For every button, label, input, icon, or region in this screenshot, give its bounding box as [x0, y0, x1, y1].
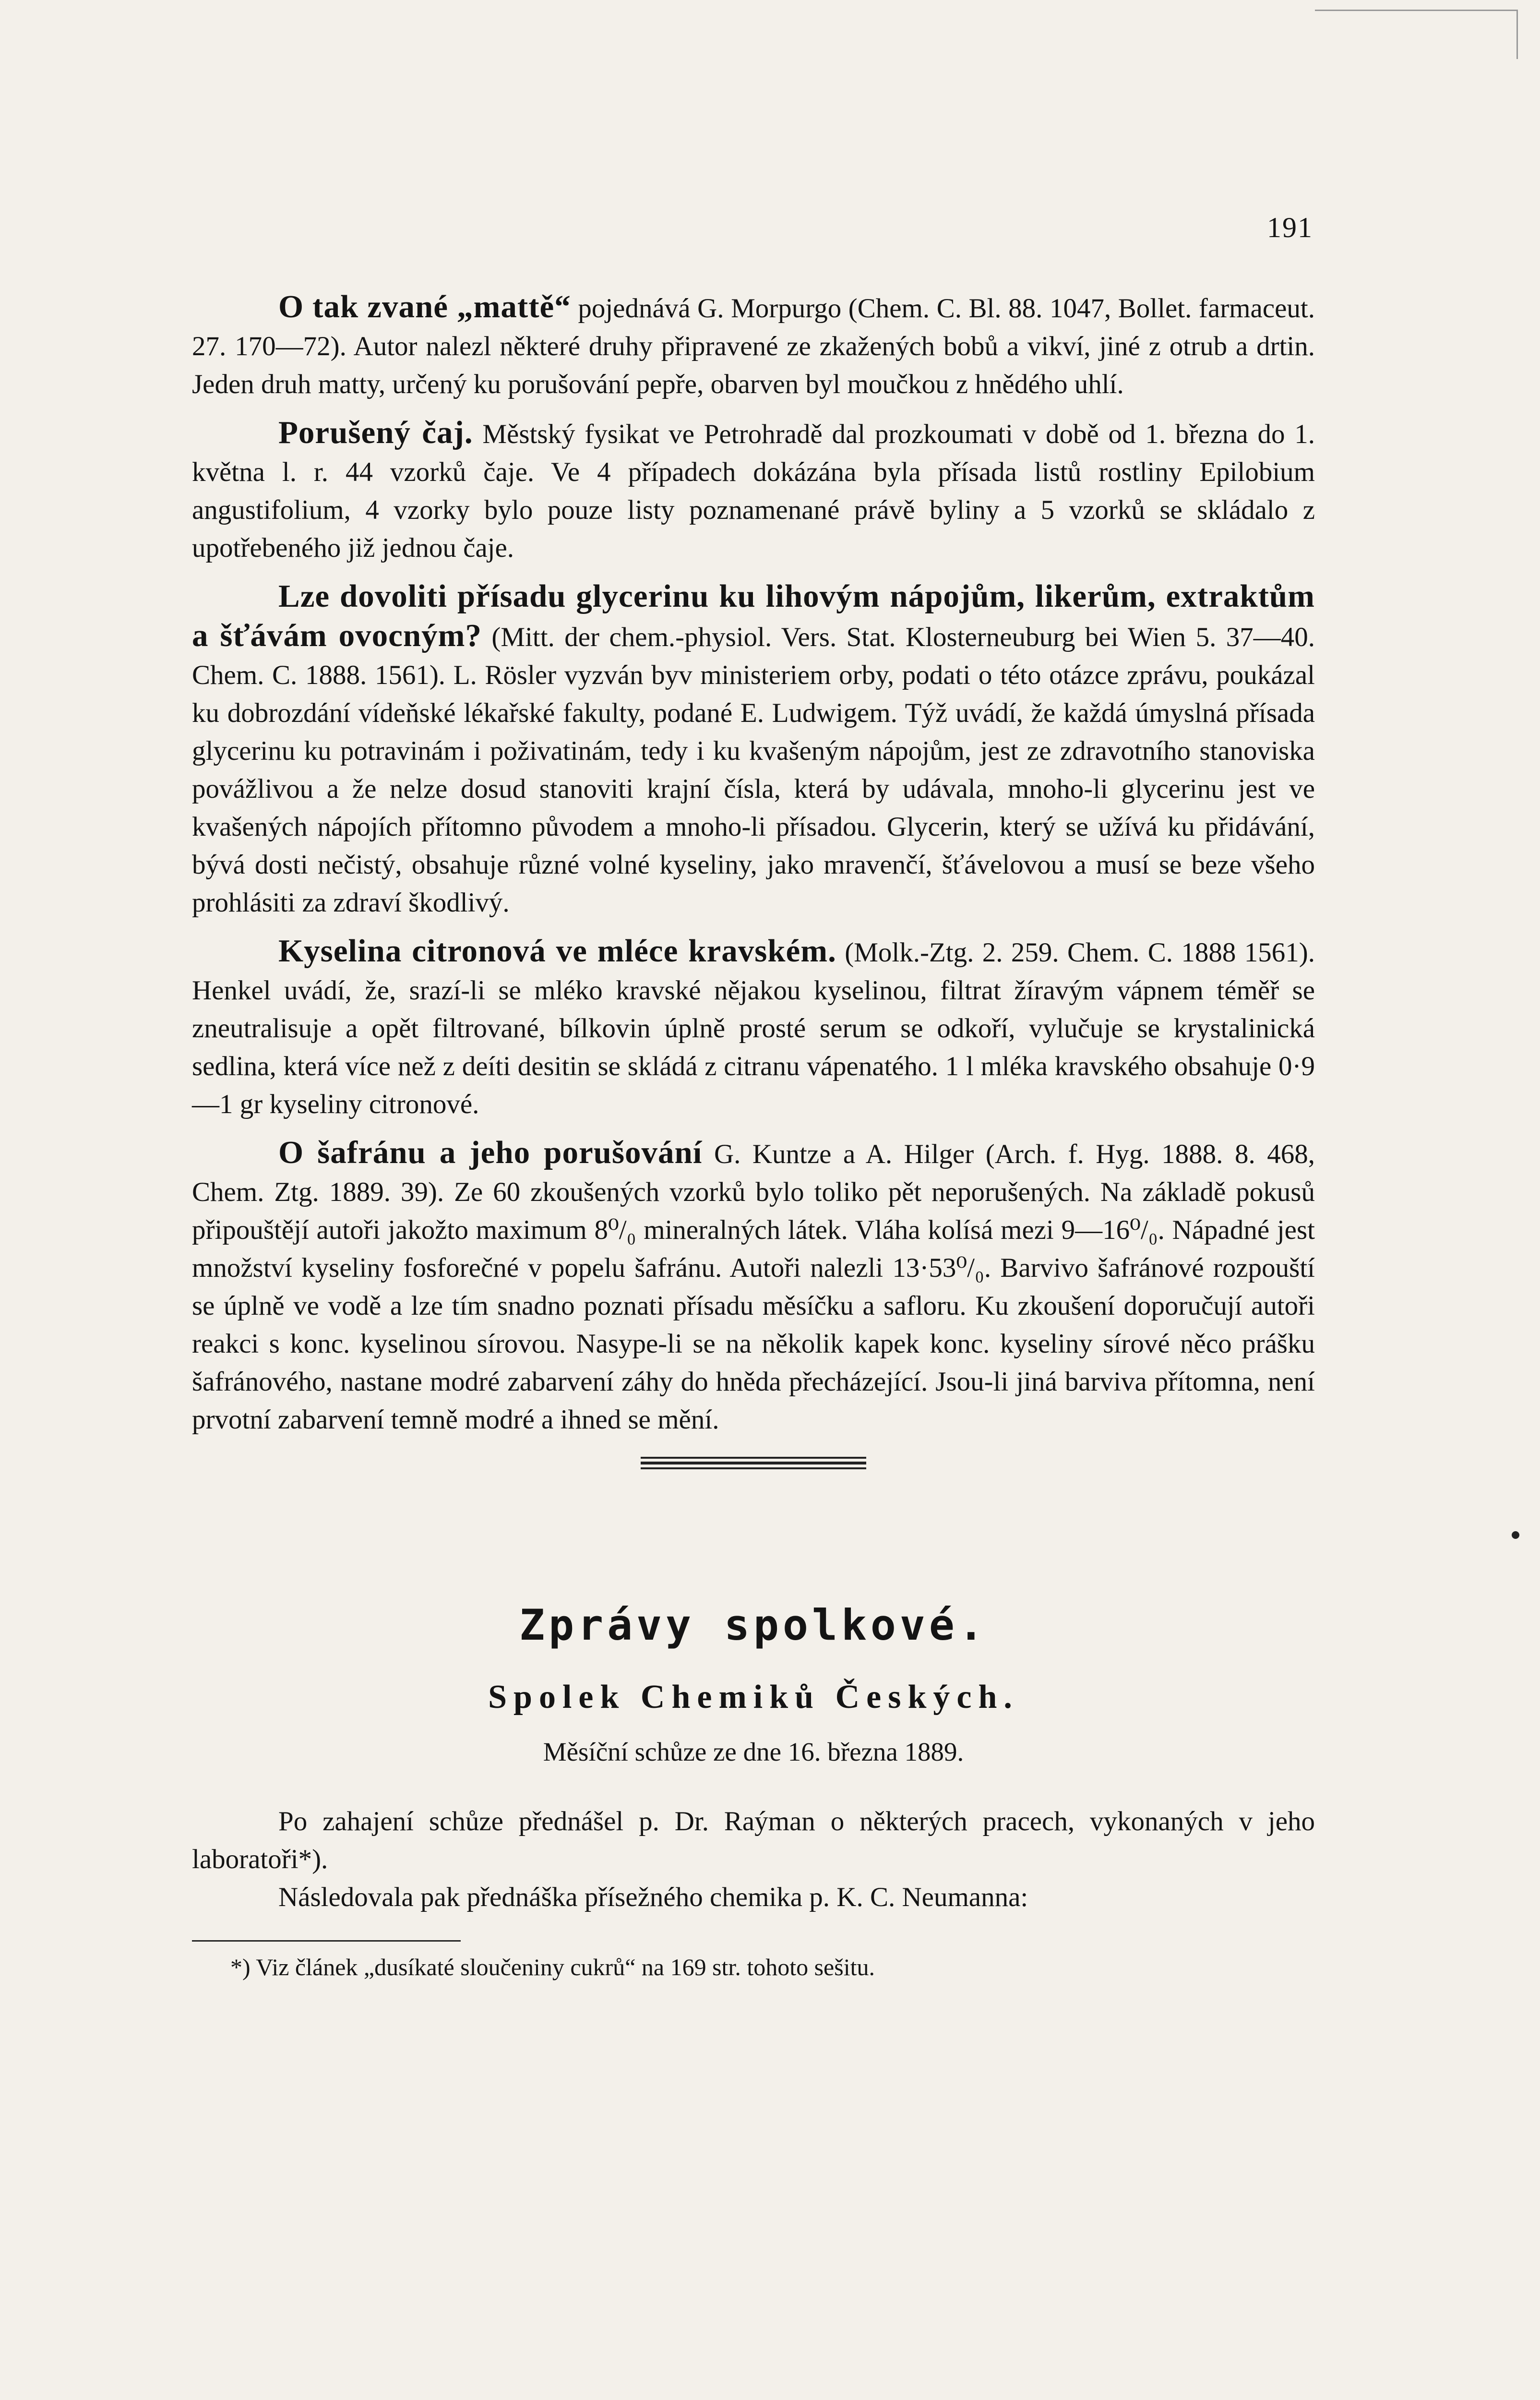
article-text: (Mitt. der chem.-physiol. Vers. Stat. Klosterneuburg bei Wien 5. 37—40. Chem. C. 1888. 1561). L. Rösler vyzván byv ministeriem orby, podati o této otázce zprávu, poukázal ku dobrozdání vídeňské lékařské fakulty, podané E. Ludwigem. Týž uvádí, že každá úmyslná přísada glycerinu ku potravinám i poživatinám, tedy i ku kvašeným nápojům, jest ze zdravotního stanoviska povážlivou a že nelze dosud stanoviti krajní čísla, která by udávala, mnoho-li glycerinu jest ve kvašených nápojích přítomno původem a mnoho-li přísadou. Glycerin, který se užívá ku přidávání, bývá dosti nečistý, obsahuje různé volné kyseliny, jako mravenčí, šťávelovou a musí se beze všeho prohlásiti za zdraví škodlivý.	[192, 622, 1315, 918]
footnote: *) Viz článek „dusíkaté sloučeniny cukrů“ na 169 str. tohoto sešitu.	[230, 1954, 875, 1980]
article-safran	[192, 1134, 1315, 1439]
article-kyselina	[192, 932, 1315, 1123]
meeting-date: Měsíční schůze ze dne 16. března 1889.	[543, 1737, 964, 1766]
society-name: Spolek Chemiků Českých.	[488, 1679, 1019, 1716]
article-title: Lze dovoliti přísadu glycerinu ku lihovým nápojům, likerům, extraktům a šťávám ovocným?	[192, 578, 1315, 653]
article-title: Porušený čaj.	[278, 415, 473, 450]
article-caj	[192, 414, 1315, 567]
article-title: O šafránu a jeho porušování	[278, 1135, 703, 1170]
page-content	[192, 288, 1315, 1983]
article-matta	[192, 288, 1315, 403]
page-number: 191	[1267, 212, 1313, 243]
scan-corner-mark	[1315, 10, 1518, 59]
article-title: Kyselina citronová ve mléce kravském.	[278, 933, 836, 969]
meeting-paragraph: Následovala pak přednáška přísežného chemika p. K. C. Neumanna:	[278, 1882, 1028, 1912]
article-text: pojednává G. Morpurgo (Chem. C. Bl. 88. 1047, Bollet. farmaceut. 27. 170—72). Autor nalezl některé druhy připravené ze zkažených bobů a vikví, jiné z otrub a drtin. Jeden druh matty, určený ku porušování pepře, obarven byl moučkou z hnědého uhlí.	[192, 293, 1315, 399]
footnote-divider	[192, 1940, 461, 1942]
article-text: G. Kuntze a A. Hilger (Arch. f. Hyg. 1888. 8. 468, Chem. Ztg. 1889. 39). Ze 60 zkoušených vzorků bylo toliko pět neporušených. Na základě pokusů připouštějí autoři jakožto maximum 8⁰/₀ mineralných látek. Vláha kolísá mezi 9—16⁰/₀. Nápadné jest množství kyseliny fosforečné v popelu šafránu. Autoři nalezli 13·53⁰/₀. Barvivo šafránové rozpouští se úplně ve vodě a lze tím snadno poznati přísadu měsíčku a safloru. Ku zkoušení doporučují autoři reakci s konc. kyselinou sírovou. Nasype-li se na několik kapek konc. kyseliny sírové něco prášku šafránového, nastane modré zabarvení záhy do hněda přecházející. Jsou-li jiná barviva přítomna, není prvotní zabarvení temně modré a ihned se mění.	[192, 1139, 1315, 1435]
article-title: O tak zvané „mattě“	[278, 289, 571, 324]
meeting-paragraph: Po zahajení schůze přednášel p. Dr. Raýman o některých pracech, vykonaných v jeho laboratoři*).	[192, 1806, 1315, 1874]
section-heading: Zprávy spolkové.	[519, 1600, 988, 1650]
article-glycerin	[192, 577, 1315, 922]
margin-dot	[1512, 1531, 1519, 1539]
section-separator	[641, 1457, 866, 1469]
article-text: Městský fysikat ve Petrohradě dal prozkoumati v době od 1. března do 1. května l. r. 44 vzorků čaje. Ve 4 případech dokázána byla přísada listů rostliny Epilobium angustifolium, 4 vzorky bylo pouze listy poznamenané právě byliny a 5 vzorků se skládalo z upotřebeného již jednou čaje.	[192, 419, 1315, 563]
article-text: (Molk.-Ztg. 2. 259. Chem. C. 1888 1561). Henkel uvádí, že, srazí-li se mléko kravské nějakou kyselinou, filtrat žíravým vápnem téměř se zneutralisuje a opět filtrované, bílkovin úplně prosté serum se odkoří, vylučuje se krystalinická sedlina, která více než z deíti desitin se skládá z citranu vápenatého. 1 l mléka kravského obsahuje 0·9—1 gr kyseliny citronové.	[192, 937, 1315, 1119]
